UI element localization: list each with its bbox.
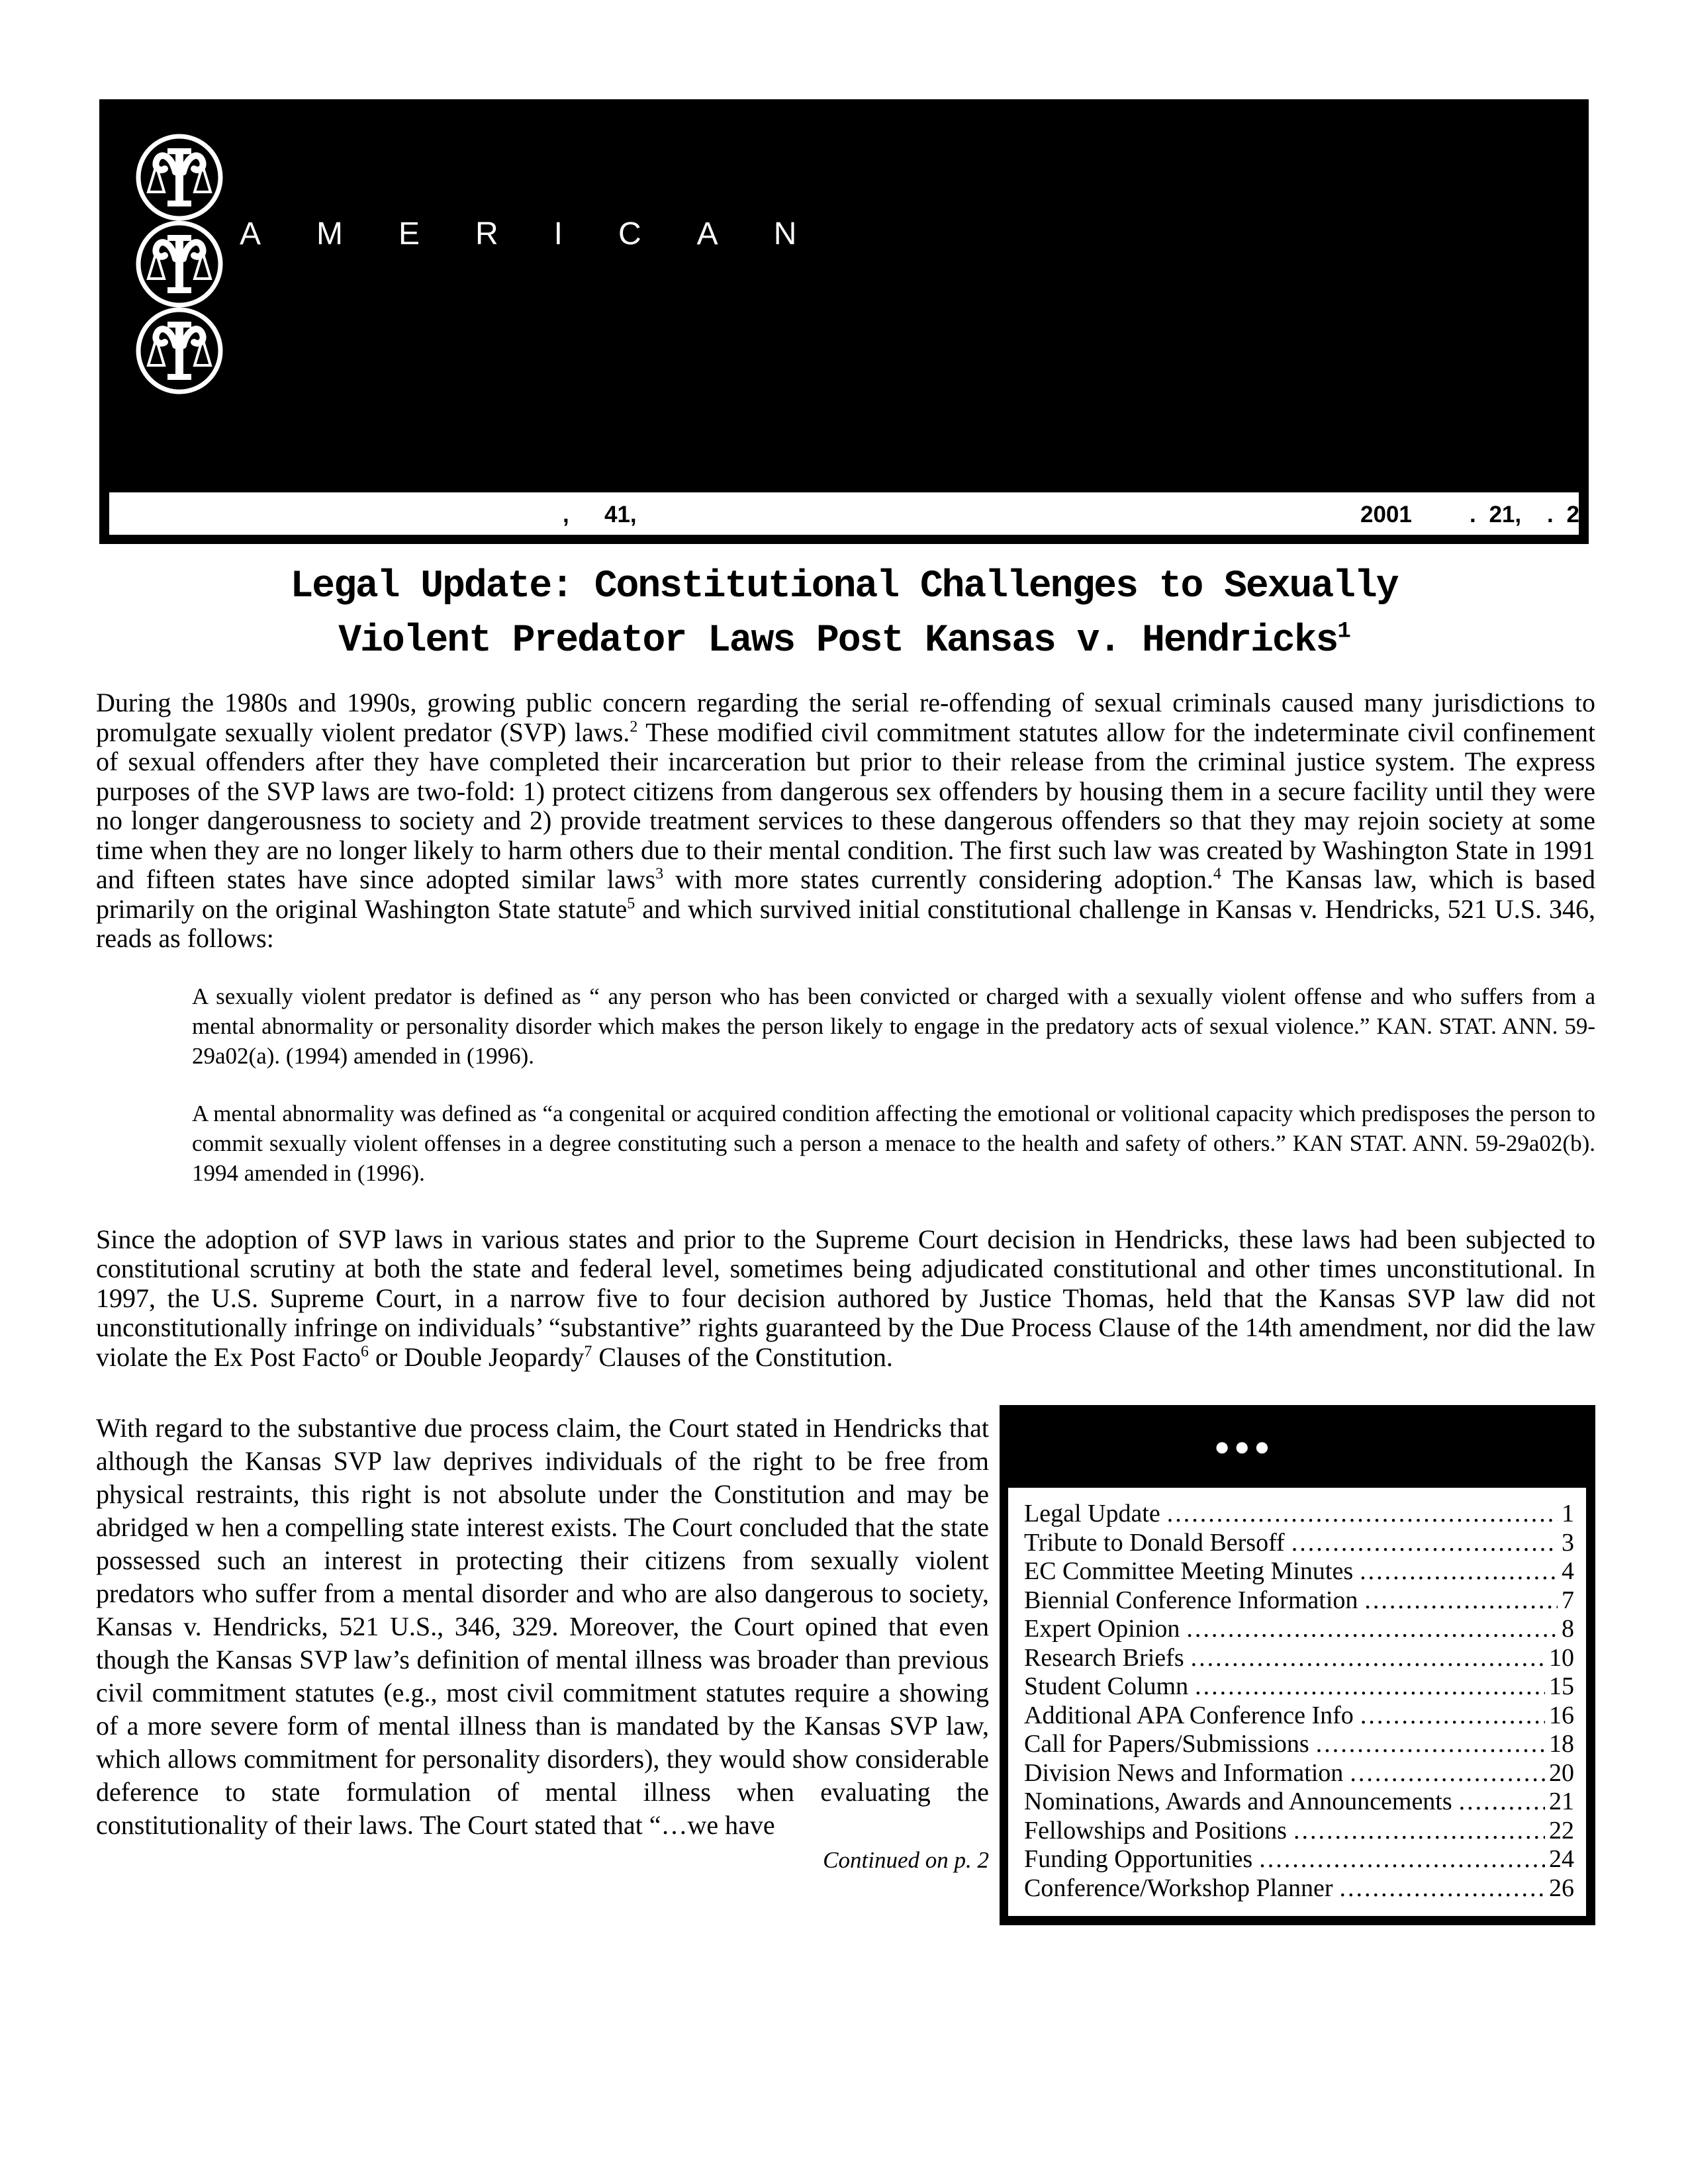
- toc-row: [1024, 1672, 1574, 1702]
- paragraph-1-text: The Kansas law, which is based primarily on the original Washington State statute: [96, 864, 1595, 924]
- toc-leader: [1459, 1788, 1545, 1817]
- toc-item-label: Nominations, Awards and Announcements: [1024, 1788, 1452, 1815]
- continued-note: Continued on p. 2: [823, 1847, 989, 1873]
- two-column-section: [96, 1405, 1595, 1925]
- paragraph-2-text: Since the adoption of SVP laws in various states and prior to the Supreme Court decision in Hendricks, these laws had been subjected to constitutional scrutiny at both the state and federal level, sometimes being adjudicated constitutional and other times unconstitutional. In 1997, the U.S. Supreme Court, in a narrow five to four decision authored by Justice Thomas, held that the Kansas SVP law did not unconstitutionally infringe on individuals’ “substantive” rights guaranteed by the Due Process Clause of the 14th amendment, nor did the law violate the Ex Post Facto: [96, 1224, 1595, 1372]
- toc-item-label: Research Briefs: [1024, 1643, 1184, 1672]
- toc-page-number: 16: [1549, 1701, 1574, 1729]
- toc-row: [1024, 1615, 1574, 1644]
- toc-row: [1024, 1817, 1574, 1846]
- strip-issue-number: . 2: [1547, 502, 1579, 527]
- paragraph-1-text: with more states currently considering adoption.: [663, 864, 1213, 894]
- toc-item-label: Division News and Information: [1024, 1758, 1344, 1787]
- toc-row: [1024, 1702, 1574, 1731]
- toc-item-label: Fellowships and Positions: [1024, 1816, 1287, 1844]
- footnote-marker-6: 6: [360, 1343, 369, 1361]
- masthead-brand-word: AMERICAN: [240, 216, 853, 251]
- toc-row: [1024, 1500, 1574, 1529]
- toc-row: [1024, 1730, 1574, 1759]
- toc-row: [1024, 1874, 1574, 1903]
- toc-leader: [1167, 1500, 1558, 1529]
- footnote-marker-4: 4: [1213, 865, 1221, 883]
- toc-item-label: Expert Opinion: [1024, 1615, 1180, 1643]
- masthead-banner: [99, 99, 1589, 544]
- toc-item-label: Additional APA Conference Info: [1024, 1701, 1354, 1729]
- left-column: [96, 1405, 989, 1874]
- paragraph-1: [96, 688, 1595, 954]
- toc-item-label: Legal Update: [1024, 1500, 1160, 1527]
- footnote-marker-3: 3: [655, 865, 664, 883]
- paragraph-2-text: or Double Jeopardy: [368, 1342, 585, 1372]
- toc-row: [1024, 1788, 1574, 1817]
- toc-page-number: 21: [1549, 1788, 1574, 1815]
- paragraph-2-text: Clauses of the Constitution.: [592, 1342, 893, 1372]
- toc-page-number: 7: [1562, 1586, 1574, 1614]
- toc-leader: [1360, 1702, 1545, 1731]
- toc-row: [1024, 1557, 1574, 1586]
- toc-page-number: 26: [1549, 1874, 1574, 1902]
- statute-quote-1: A sexually violent predator is defined as “ any person who has been convicted or charged with a sexually violent offense and who suffers from a mental abnormality or personality disorder which makes the person likely to engage in the predatory acts of sexual violence.” KAN. STAT. ANN. 59-29a02(a). (1994) amended in (1996).: [192, 983, 1595, 1069]
- statute-quote-2: A mental abnormality was defined as “a congenital or acquired condition affecting the emotional or volitional capacity which predisposes the person to commit sexually violent offenses in a degree constituting such a person a menace to the health and safety of others.” KAN STAT. ANN. 59-29a02(b). 1994 amended in (1996).: [192, 1100, 1595, 1186]
- article-title-line2: Violent Predator Laws Post Kansas v. Hendricks: [338, 619, 1338, 662]
- toc-item-label: Biennial Conference Information: [1024, 1586, 1358, 1614]
- toc-page-number: 22: [1549, 1816, 1574, 1844]
- toc-list: [1008, 1488, 1586, 1916]
- psi-scales-logo-icon: [133, 218, 226, 310]
- toc-row: [1024, 1759, 1574, 1788]
- toc-page-number: 4: [1562, 1557, 1574, 1585]
- toc-row: [1024, 1529, 1574, 1558]
- toc-leader: [1291, 1529, 1558, 1558]
- strip-division-number: 41,: [604, 502, 637, 527]
- toc-page-number: 1: [1562, 1500, 1574, 1527]
- toc-page-number: 18: [1549, 1730, 1574, 1758]
- toc-leader: [1350, 1759, 1545, 1788]
- toc-item-label: Funding Opportunities: [1024, 1845, 1253, 1873]
- toc-page-number: 15: [1549, 1672, 1574, 1700]
- footnote-marker-7: 7: [584, 1343, 592, 1361]
- toc-leader: [1360, 1557, 1558, 1586]
- toc-leader: [1191, 1644, 1545, 1673]
- toc-item-label: Student Column: [1024, 1672, 1189, 1700]
- toc-page-number: 8: [1562, 1615, 1574, 1643]
- toc-leader: [1186, 1615, 1558, 1644]
- toc-leader: [1364, 1586, 1558, 1615]
- paragraph-1-text: During the 1980s and 1990s, growing public concern regarding the serial re-offending of sexual criminals caused many jurisdictions to promulgate sexually violent predator (SVP) laws.: [96, 688, 1595, 747]
- toc-item-label: Call for Papers/Submissions: [1024, 1730, 1309, 1758]
- article-body: [96, 688, 1595, 1925]
- toc-header: [1000, 1405, 1595, 1488]
- toc-page-number: 20: [1549, 1758, 1574, 1787]
- toc-leader: [1340, 1874, 1545, 1903]
- toc-page-number: 10: [1549, 1643, 1574, 1672]
- paragraph-2: [96, 1225, 1595, 1373]
- toc-box: [1000, 1405, 1595, 1925]
- strip-year: 2001: [1360, 502, 1412, 527]
- toc-item-label: Tribute to Donald Bersoff: [1024, 1528, 1285, 1557]
- toc-row: [1024, 1644, 1574, 1673]
- strip-comma: ,: [563, 502, 569, 527]
- toc-row: [1024, 1845, 1574, 1874]
- toc-page-number: 24: [1549, 1845, 1574, 1873]
- masthead-issue-strip: [109, 492, 1579, 535]
- footnote-marker-2: 2: [630, 718, 638, 736]
- toc-page-number: 3: [1562, 1528, 1574, 1557]
- article-title: [0, 560, 1688, 668]
- psi-scales-logo-icon: [133, 131, 226, 224]
- strip-volume: . 21,: [1470, 502, 1522, 527]
- toc-item-label: EC Committee Meeting Minutes: [1024, 1557, 1354, 1585]
- toc-row: [1024, 1586, 1574, 1615]
- toc-leader: [1316, 1730, 1545, 1759]
- paragraph-1-text: and which survived initial constitutional challenge in Kansas v. Hendricks, 521 U.S. 346, reads as follows:: [96, 893, 1595, 953]
- footnote-marker-5: 5: [627, 895, 635, 913]
- title-footnote-marker: 1: [1337, 619, 1350, 645]
- three-dots-icon: ●●●: [1214, 1431, 1274, 1461]
- toc-leader: [1259, 1845, 1545, 1874]
- psi-scales-logo-icon: [133, 304, 226, 397]
- toc-leader: [1293, 1817, 1545, 1846]
- article-title-line1: Legal Update: Constitutional Challenges to Sexually: [290, 565, 1398, 608]
- toc-item-label: Conference/Workshop Planner: [1024, 1874, 1333, 1902]
- paragraph-3: With regard to the substantive due process claim, the Court stated in Hendricks that although the Kansas SVP law deprives individuals of the right to be free from physical restraints, this right is not absolute under the Constitution and may be abridged w hen a compelling state interest exists. The Court concluded that the state possessed such an interest in protecting their citizens from sexually violent predators who suffer from a mental disorder and who are also dangerous to society, Kansas v. Hendricks, 521 U.S., 346, 329. Moreover, the Court opined that even though the Kansas SVP law’s definition of mental illness was broader than previous civil commitment statutes (e.g., most civil commitment statutes require a showing of a more severe form of mental illness than is mandated by the Kansas SVP law, which allows commitment for personality disorders), they would show considerable deference to state formulation of mental illness when evaluating the constitutionality of their laws. The Court stated that “…we have: [96, 1413, 989, 1840]
- toc-leader: [1195, 1672, 1545, 1702]
- paragraph-1-text: These modified civil commitment statutes allow for the indeterminate civil confinement of sexual offenders after they have completed their incarceration but prior to their release from the criminal justice system. The express purposes of the SVP laws are two-fold: 1) protect citizens from dangerous sex offenders by housing them in a secure facility until they were no longer dangerousness to society and 2) provide treatment services to these dangerous offenders so that they may rejoin society at some time when they are no longer likely to harm others due to their mental condition. The first such law was created by Washington State in 1991 and fifteen states have since adopted similar laws: [96, 717, 1595, 894]
